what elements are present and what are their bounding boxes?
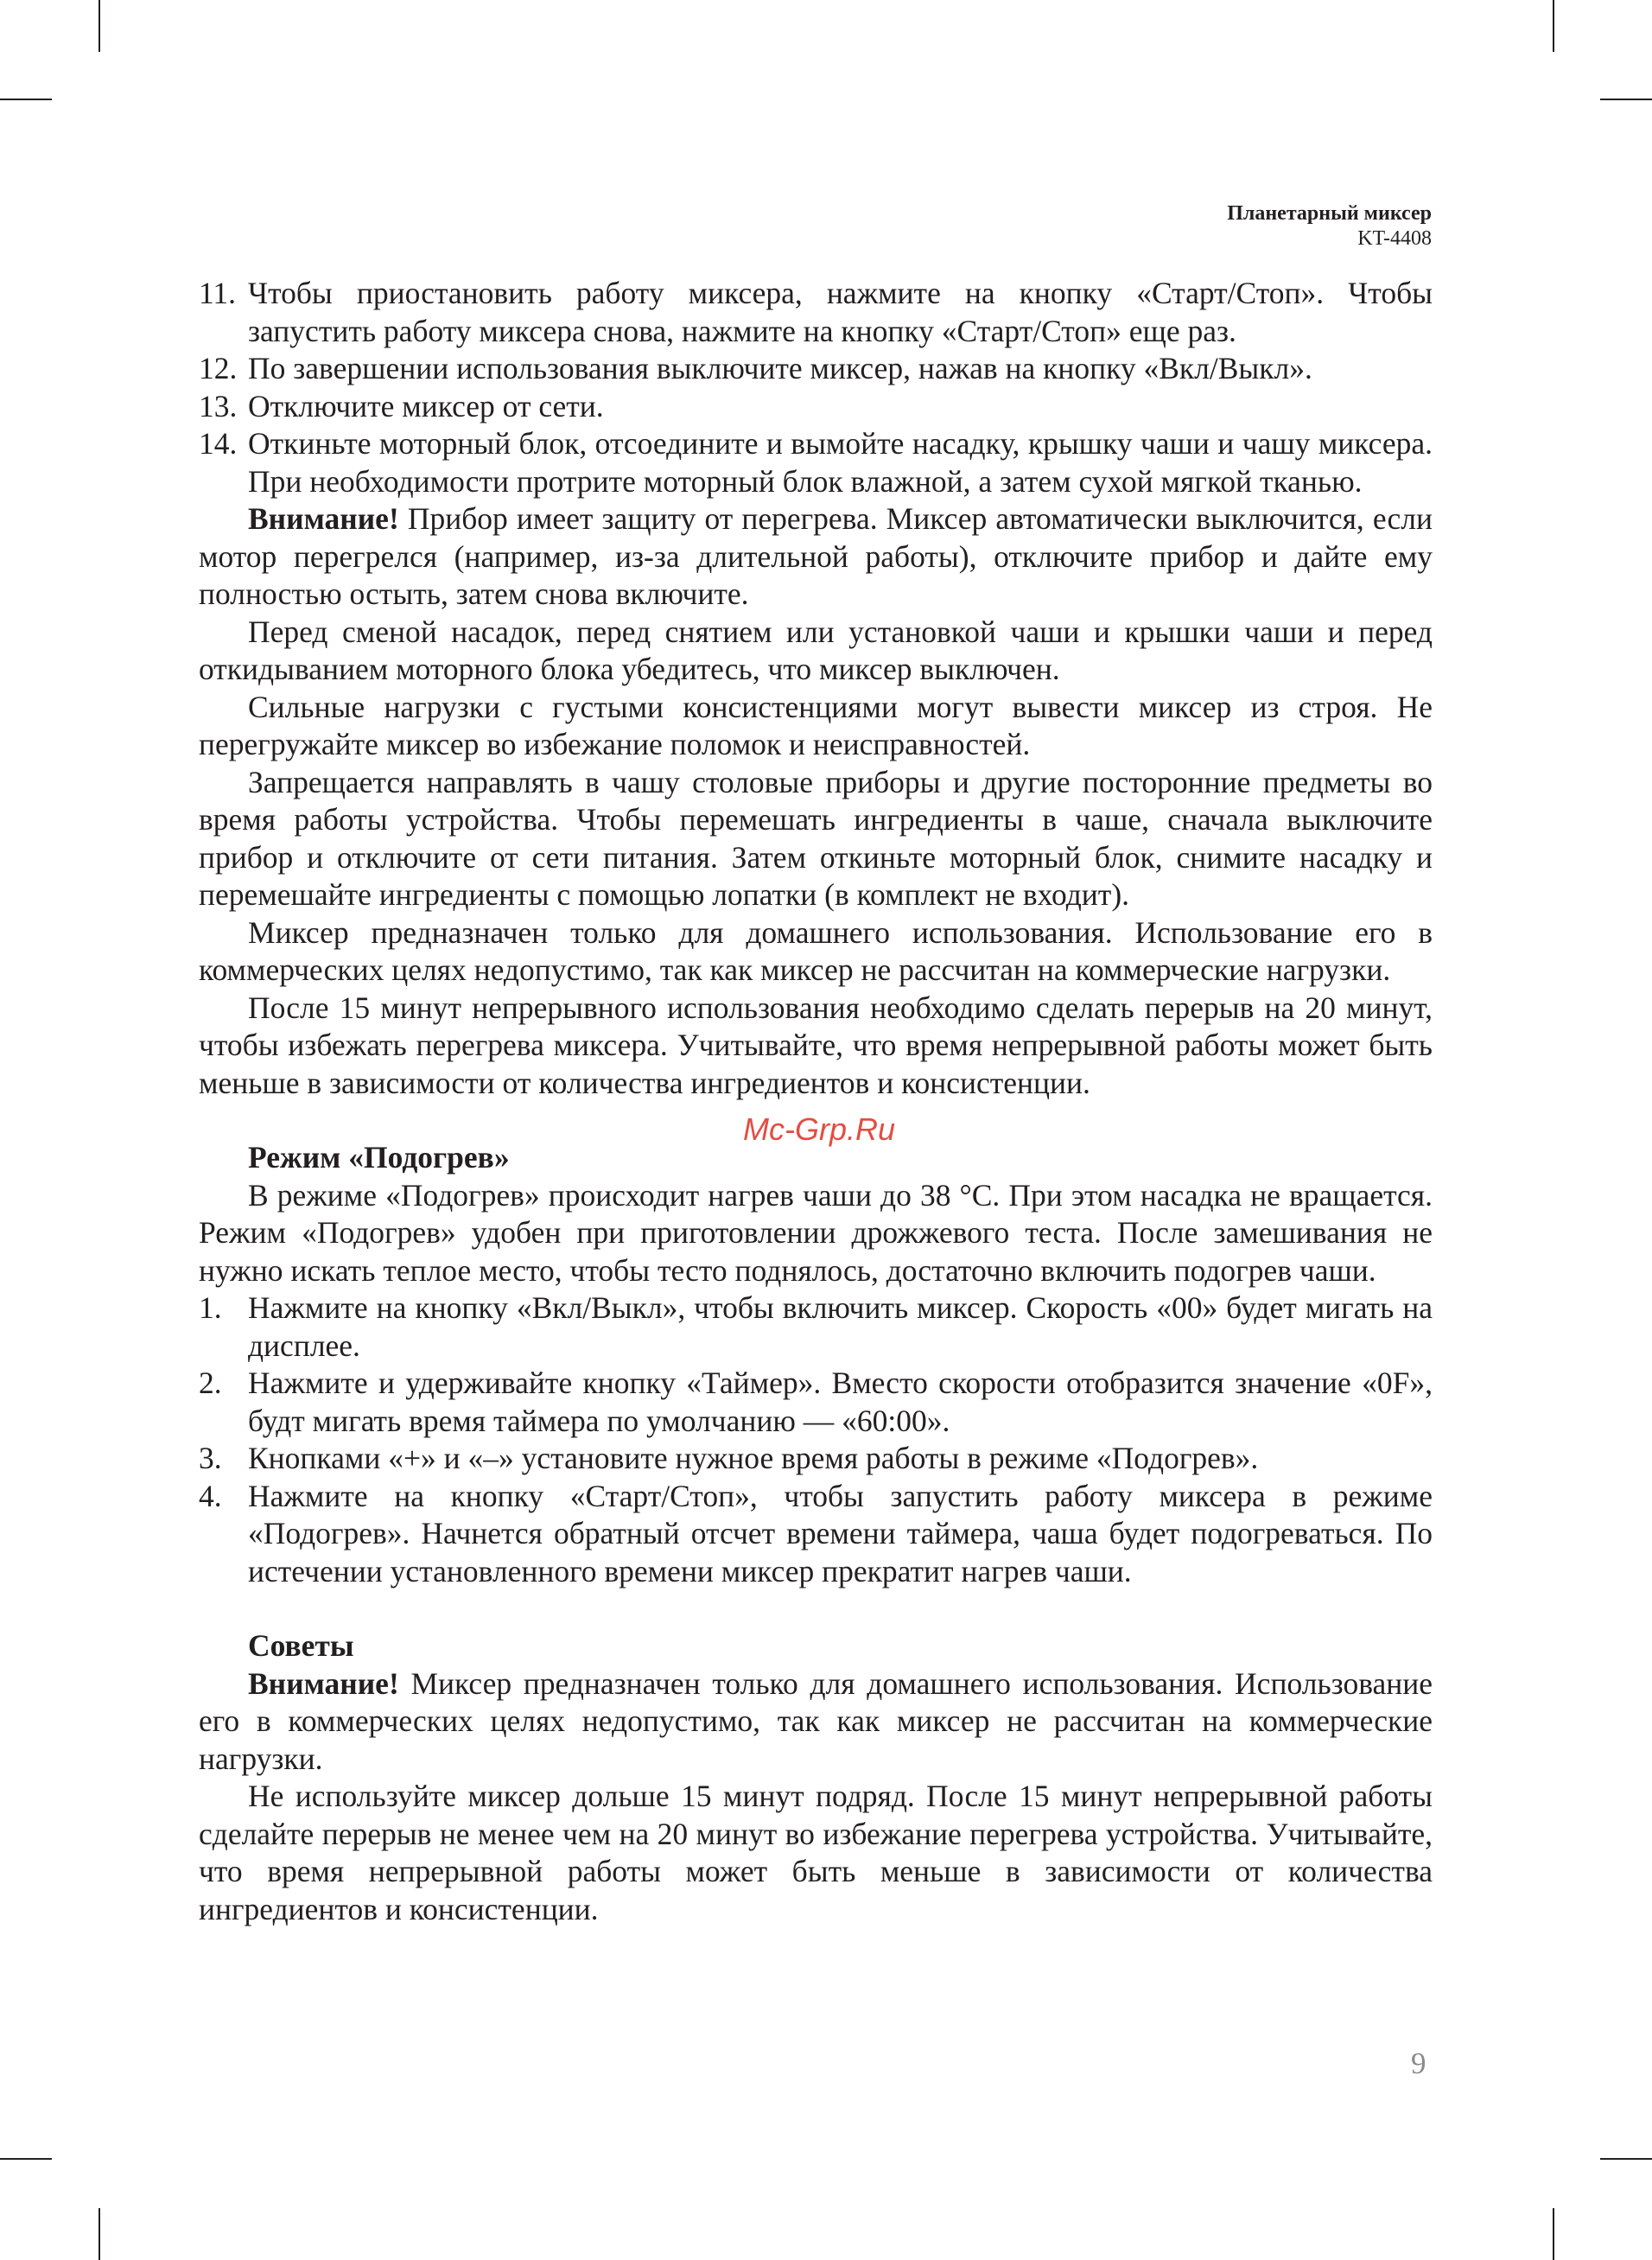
attention-paragraph — [199, 500, 1433, 614]
list-item — [199, 1289, 1433, 1365]
list-text: По завершении использования выключите миксер, нажав на кнопку «Вкл/Выкл». — [248, 351, 1312, 385]
list-number: 3. — [199, 1441, 222, 1475]
list-item — [199, 1440, 1433, 1478]
paragraph: Миксер предназначен только для домашнего использования. Использование его в коммерческих целях недопустимо, так как миксер не рассчитан на коммерческие нагрузки. — [199, 914, 1433, 987]
watermark: Mc-Grp.Ru — [743, 1111, 896, 1147]
list-number: 4. — [199, 1478, 222, 1513]
paragraph: В режиме «Подогрев» происходит нагрев чаши до 38 °С. При этом насадка не вращается. Режим «Подогрев» удобен при приготовлении дрожжевого теста. После замешивания не нужно искать теплое место, чтобы тесто поднялось, достаточно включить подогрев чаши. — [199, 1177, 1433, 1288]
attention-paragraph — [199, 1665, 1433, 1779]
paragraph: Не используйте миксер дольше 15 минут подряд. После 15 минут непрерывной работы сделайте перерыв не менее чем на 20 минут во избежание перегрева устройства. Учитывайте, что время непрерывной работы может быть меньше в зависимости от количества ингредиентов и консистенции. — [199, 1779, 1433, 1926]
paragraph: После 15 минут непрерывного использования необходимо сделать перерыв на 20 минут, чтобы избежать перегрева миксера. Учитывайте, что время непрерывной работы может быть меньше в зависимости от количества ингредиентов и консистенции. — [199, 990, 1433, 1100]
list-item — [199, 1365, 1433, 1440]
crop-mark — [1553, 0, 1554, 52]
paragraph: Сильные нагрузки с густыми консистенциями могут вывести миксер из строя. Не перегружайте миксер во избежание поломок и неисправностей. — [199, 689, 1433, 761]
list-item — [199, 1478, 1433, 1591]
product-name: Планетарный миксер — [1227, 202, 1432, 225]
list-text: Чтобы приостановить работу миксера, нажмите на кнопку «Старт/Стоп». Чтобы запустить работу миксера снова, нажмите на кнопку «Старт/Стоп» еще раз. — [248, 276, 1433, 348]
paragraph: Перед сменой насадок, перед снятием или установкой чаши и крышки чаши и перед откидыванием моторного блока убедитесь, что миксер выключен. — [199, 614, 1433, 686]
list-text: Нажмите на кнопку «Вкл/Выкл», чтобы включить миксер. Скорость «00» будет мигать на дисплее. — [248, 1290, 1433, 1363]
section-heading-tips: Советы — [248, 1628, 354, 1663]
running-header — [1227, 201, 1432, 251]
list-number: 1. — [199, 1290, 222, 1325]
list-item — [199, 275, 1433, 350]
page-body — [199, 275, 1433, 1928]
list-number: 12. — [199, 351, 238, 385]
crop-mark — [1600, 2158, 1652, 2160]
list-text: Отключите миксер от сети. — [248, 388, 604, 423]
list-item — [199, 388, 1433, 426]
attention-text: Прибор имеет защиту от перегрева. Миксер автоматически выключится, если мотор перегрелся (например, из-за длительной работы), отключите прибор и дайте ему полностью остыть, затем снова включите. — [199, 501, 1433, 611]
list-number: 14. — [199, 426, 238, 461]
paragraph: Запрещается направлять в чашу столовые приборы и другие посторонние предметы во время работы устройства. Чтобы перемешать ингредиенты в чаше, сначала выключите прибор и отключите от сети питания. Затем откиньте моторный блок, снимите насадку и перемешайте ингредиенты с помощью лопатки (в комплект не входит). — [199, 764, 1433, 912]
list-text: Откиньте моторный блок, отсоедините и вымойте насадку, крышку чаши и чашу миксера. При необходимости протрите моторный блок влажной, а затем сухой мягкой тканью. — [248, 426, 1433, 499]
list-text: Нажмите на кнопку «Старт/Стоп», чтобы запустить работу миксера в режиме «Подогрев». Начнется обратный отсчет времени таймера, чаша будет подогреваться. По истечении установленного времени миксер прекратит нагрев чаши. — [248, 1478, 1433, 1588]
page-number: 9 — [1411, 2047, 1426, 2080]
attention-text: Миксер предназначен только для домашнего использования. Использование его в коммерческих целях недопустимо, так как миксер не рассчитан на коммерческие нагрузки. — [199, 1665, 1433, 1776]
crop-mark — [0, 2158, 52, 2160]
product-model: KT-4408 — [1357, 226, 1432, 250]
crop-mark — [0, 99, 52, 100]
list-text: Кнопками «+» и «–» установите нужное время работы в режиме «Подогрев». — [248, 1441, 1259, 1475]
list-item — [199, 425, 1433, 500]
attention-label: Внимание! — [248, 501, 399, 536]
crop-mark — [1600, 99, 1652, 100]
section-heading-warm: Режим «Подогрев» — [248, 1140, 510, 1175]
crop-mark — [98, 2208, 100, 2260]
crop-mark — [1553, 2208, 1554, 2260]
list-number: 2. — [199, 1366, 222, 1400]
list-item — [199, 350, 1433, 388]
list-number: 13. — [199, 388, 238, 423]
crop-mark — [98, 0, 100, 52]
attention-label: Внимание! — [248, 1665, 399, 1701]
list-text: Нажмите и удерживайте кнопку «Таймер». Вместо скорости отобразится значение «0F», будт мигать время таймера по умолчанию — «60:00». — [248, 1366, 1433, 1438]
list-number: 11. — [199, 276, 237, 310]
